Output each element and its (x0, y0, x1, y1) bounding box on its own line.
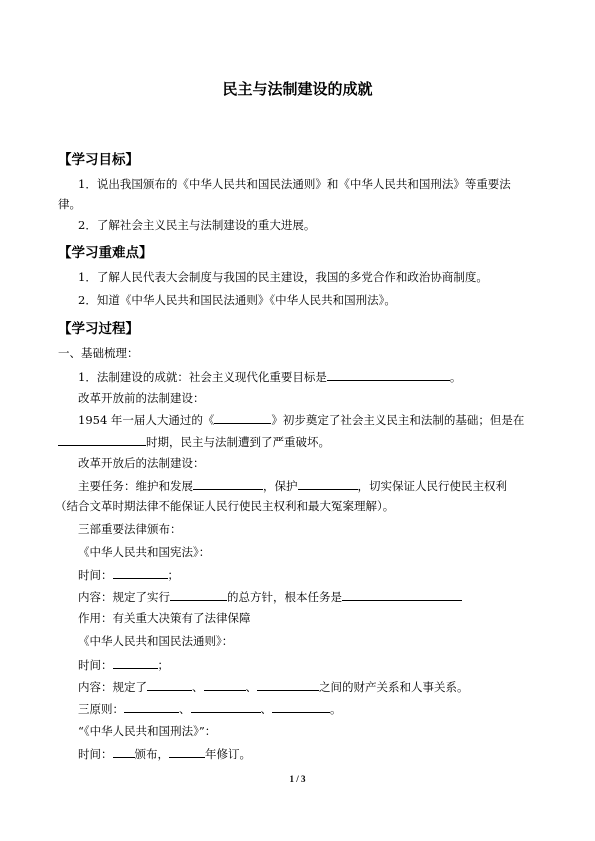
process-line-1: 一、基础梳理： (58, 346, 139, 360)
fill-blank[interactable] (147, 678, 192, 691)
process-line-11 (78, 566, 179, 583)
text: 年修订。 (205, 747, 251, 761)
goal-item-1: 1．说出我国颁布的《中华人民共和国民法通则》和《中华人民共和国刑法》等重要法 (78, 177, 511, 191)
heading-learning-process: 【学习过程】 (58, 321, 139, 337)
text: 时间： (78, 658, 113, 672)
process-line-18: “《中华人民共和国刑法》”： (78, 724, 217, 738)
text: 、 (192, 680, 204, 694)
text: ，保护 (263, 479, 298, 493)
page-title: 民主与法制建设的成就 (222, 80, 373, 98)
text: 的总方针，根本任务是 (227, 590, 342, 604)
text: 1．法制建设的成就：社会主义现代化重要目标是 (78, 370, 327, 384)
text: 、 (179, 702, 191, 716)
text: 三原则： (78, 702, 124, 716)
goal-item-1-cont: 律。 (58, 197, 81, 211)
process-line-5 (58, 433, 330, 450)
fill-blank[interactable] (298, 477, 358, 490)
process-line-9: 三部重要法律颁布： (78, 522, 182, 536)
process-line-4 (78, 411, 524, 428)
text: 。 (330, 702, 342, 716)
key-item-2: 2．知道《中华人民共和国民法通则》《中华人民共和国刑法》。 (78, 293, 396, 307)
text: 内容：规定了 (78, 680, 147, 694)
process-line-10: 《中华人民共和国宪法》： (78, 545, 211, 559)
text: 时期，民主与法制遭到了严重破坏。 (146, 435, 330, 449)
process-line-19 (78, 745, 251, 762)
fill-blank[interactable] (272, 700, 330, 713)
fill-blank[interactable] (257, 678, 319, 691)
process-line-16 (78, 678, 469, 695)
page-number: 1 / 3 (289, 774, 306, 784)
process-line-17 (78, 700, 342, 717)
process-line-13: 作用：有关重大决策有了法律保障 (78, 611, 251, 625)
process-line-2 (78, 368, 461, 385)
text: 、 (260, 702, 272, 716)
process-line-7 (78, 477, 507, 494)
text: ，切实保证人民行使民主权利 (357, 479, 507, 493)
text: 内容：规定了实行 (78, 590, 170, 604)
fill-blank[interactable] (113, 656, 158, 669)
process-line-14: 《中华人民共和国民法通则》： (78, 634, 234, 648)
heading-key-points: 【学习重难点】 (58, 245, 153, 261)
text: ； (157, 658, 169, 672)
fill-blank[interactable] (113, 745, 135, 758)
text: 1954 年一届人大通过的《 (78, 413, 215, 427)
fill-blank[interactable] (124, 700, 179, 713)
text: ； (167, 568, 179, 582)
text: 时间： (78, 747, 113, 761)
fill-blank[interactable] (342, 588, 462, 601)
text: 。 (449, 370, 462, 384)
heading-learning-goals: 【学习目标】 (58, 152, 139, 168)
process-line-15 (78, 656, 169, 673)
goal-item-2: 2．了解社会主义民主与法制建设的重大进展。 (78, 218, 316, 232)
process-line-8: （结合文革时期法律不能保证人民行使民主权利和最大冤案理解）。 (55, 499, 395, 513)
text: 之间的财产关系和人事关系。 (319, 680, 469, 694)
fill-blank[interactable] (204, 678, 246, 691)
key-item-1: 1．了解人民代表大会制度与我国的民主建设，我国的多党合作和政治协商制度。 (78, 270, 488, 284)
process-line-3: 改革开放前的法制建设： (78, 391, 205, 405)
text: 》初步奠定了社会主义民主和法制的基础；但是在 (271, 413, 525, 427)
fill-blank[interactable] (214, 411, 271, 424)
process-line-12 (78, 588, 462, 605)
text: 时间： (78, 568, 113, 582)
text: 主要任务：维护和发展 (78, 479, 193, 493)
fill-blank[interactable] (58, 433, 146, 446)
fill-blank[interactable] (191, 700, 261, 713)
text: 、 (245, 680, 257, 694)
fill-blank[interactable] (193, 477, 263, 490)
text: 颁布， (134, 747, 169, 761)
process-line-6: 改革开放后的法制建设： (78, 456, 205, 470)
fill-blank[interactable] (170, 588, 227, 601)
fill-blank[interactable] (327, 368, 450, 381)
fill-blank[interactable] (169, 745, 205, 758)
fill-blank[interactable] (113, 566, 168, 579)
